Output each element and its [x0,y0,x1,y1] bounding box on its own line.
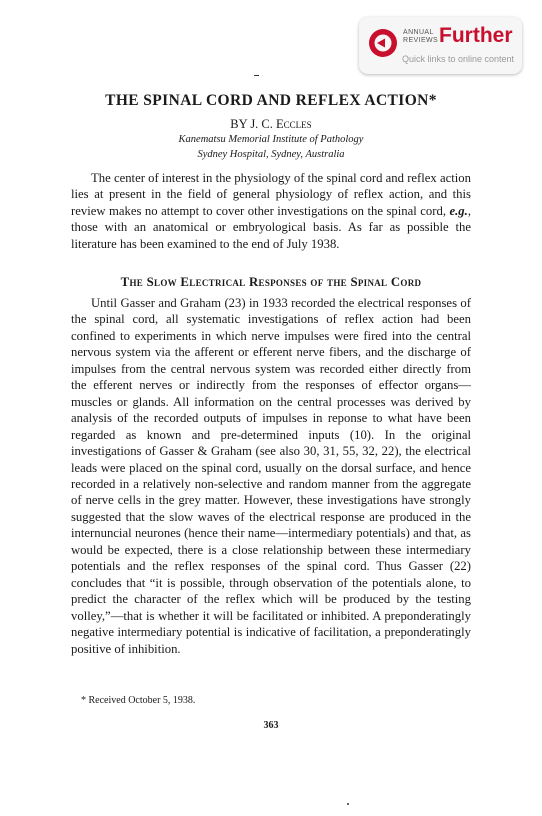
intro-eg: e.g. [449,203,468,218]
badge-further-label: Further [439,24,513,47]
author-surname: Eccles [276,117,312,131]
affiliation-institute: Kanematsu Memorial Institute of Pathology [178,134,364,145]
intro-paragraph [71,170,471,252]
page-number: 363 [263,720,279,731]
badge-subtitle: Quick links to online content [402,54,515,64]
article-title: THE SPINAL CORD AND REFLEX ACTION* [105,92,437,109]
annual-reviews-logo-icon [368,28,398,58]
intro-text-part-2: , those with an anatomical or embryological basis. As far as possible the literature has been examined to the end of July 1938. [71,203,471,251]
header-rule [254,75,259,76]
badge-annual-label: ANNUAL [403,29,434,36]
author-byline [0,116,542,133]
section-paragraph: Until Gasser and Graham (23) in 1933 recorded the electrical responses of the spinal cord, all systematic investigations of reflex action had been confined to experiments in which nerve impulses were fired into the central nervous system via the afferent or efferent nerve fibers, and the discharge of impulses from the central nervous system was recorded either directly from the efferent nerves or indirectly from the responses of effector organs—muscles or glands. All information on the central processes was derived by analysis of the recorded outputs of impulses in reponse to what have been regarded as known and pre-determined inputs (10). In the original investigations of Gasser & Graham (see also 30, 31, 55, 32, 22), the electrical leads were placed on the spinal cord, usually on the dorsal surface, and hence recorded in a relatively non-selective and random manner from the aggregate of nerve cells in the grey matter. However, these investigations have strongly suggested that the slow waves of the electrical response are produced in the internuncial neurones (hence their name—intermediary potentials) and that, as would be expected, there is a close relationship between these intermediary potentials and the reflex responses of the spinal cord. Thus Gasser (22) concludes that “it is possible, through observation of the potentials alone, to predict the character of the reflex which will be produced by the testing volley,”—that is whether it will be facilitated or inhibited. A preponderatingly negative intermediary potential is indicative of facilitation, a preponderatingly positive of inhibition. [71,296,471,656]
affiliation-location: Sydney Hospital, Sydney, Australia [197,149,345,160]
bottom-dot-mark [347,803,349,805]
annual-reviews-further-badge[interactable] [359,17,522,74]
byline-prefix: BY J. C. [230,117,277,131]
received-footnote: * Received October 5, 1938. [81,695,196,706]
intro-text-part-1: The center of interest in the physiology of the spinal cord and reflex action lies at present in the field of general physiology of reflex action, and this review makes no attempt to cover other investigations on the spinal cord, [71,171,471,218]
badge-reviews-label: REVIEWS [403,37,439,44]
section-heading: The Slow Electrical Responses of the Spinal Cord [120,275,422,289]
